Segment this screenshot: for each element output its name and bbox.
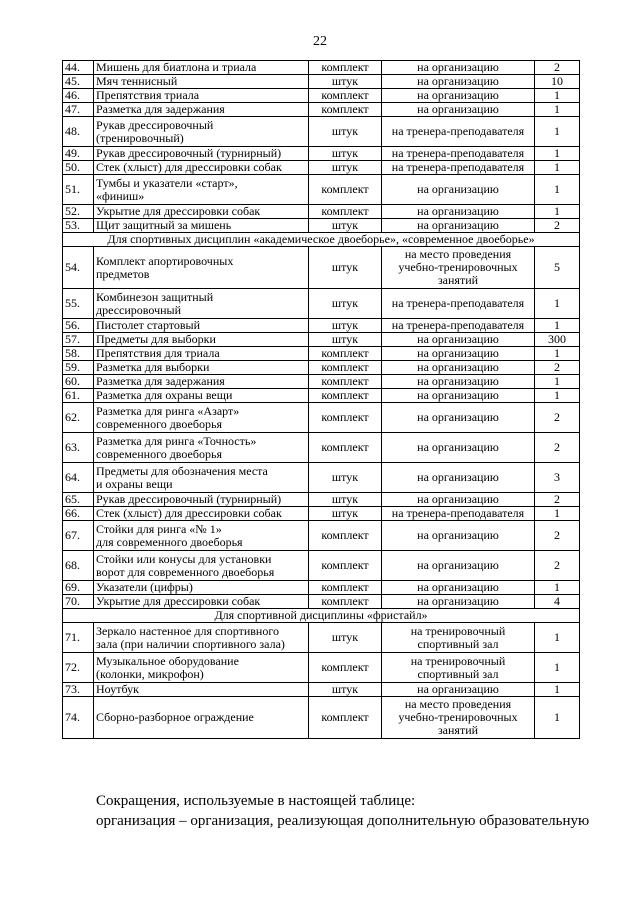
unit-cell: комплект xyxy=(309,581,382,595)
assignment-cell: на организацию xyxy=(382,75,535,89)
unit-cell: штук xyxy=(309,219,382,233)
table-row xyxy=(63,205,580,219)
table-row xyxy=(63,433,580,463)
unit-cell: комплект xyxy=(309,389,382,403)
table-row xyxy=(63,683,580,697)
item-name: Рукав дрессировочный (тренировочный) xyxy=(94,117,309,147)
assignment-cell: на организацию xyxy=(382,333,535,347)
row-number: 49. xyxy=(63,147,94,161)
table-row xyxy=(63,697,580,739)
assignment-cell: на место проведения учебно-тренировочных занятий xyxy=(382,697,535,739)
assignment-cell: на тренера-преподавателя xyxy=(382,147,535,161)
unit-cell: штук xyxy=(309,289,382,319)
row-number: 61. xyxy=(63,389,94,403)
unit-cell: штук xyxy=(309,75,382,89)
row-number: 66. xyxy=(63,507,94,521)
section-row xyxy=(63,233,580,247)
quantity-cell: 1 xyxy=(535,319,580,333)
row-number: 47. xyxy=(63,103,94,117)
unit-cell: штук xyxy=(309,333,382,347)
quantity-cell: 1 xyxy=(535,653,580,683)
assignment-cell: на организацию xyxy=(382,205,535,219)
assignment-cell: на тренера-преподавателя xyxy=(382,161,535,175)
row-number: 69. xyxy=(63,581,94,595)
row-number: 70. xyxy=(63,595,94,609)
item-name: Тумбы и указатели «старт», «финиш» xyxy=(94,175,309,205)
unit-cell: комплект xyxy=(309,551,382,581)
quantity-cell: 1 xyxy=(535,161,580,175)
row-number: 57. xyxy=(63,333,94,347)
row-number: 59. xyxy=(63,361,94,375)
assignment-cell: на организацию xyxy=(382,361,535,375)
equipment-table xyxy=(62,60,580,739)
item-name: Разметка для выборки xyxy=(94,361,309,375)
item-name: Щит защитный за мишень xyxy=(94,219,309,233)
row-number: 67. xyxy=(63,521,94,551)
quantity-cell: 2 xyxy=(535,493,580,507)
table-row xyxy=(63,375,580,389)
item-name: Рукав дрессировочный (турнирный) xyxy=(94,493,309,507)
unit-cell: комплект xyxy=(309,347,382,361)
table-row xyxy=(63,219,580,233)
assignment-cell: на организацию xyxy=(382,347,535,361)
row-number: 55. xyxy=(63,289,94,319)
assignment-cell: на тренировочный спортивный зал xyxy=(382,623,535,653)
item-name: Зеркало настенное для спортивного зала (при наличии спортивного зала) xyxy=(94,623,309,653)
quantity-cell: 5 xyxy=(535,247,580,289)
unit-cell: комплект xyxy=(309,103,382,117)
unit-cell: штук xyxy=(309,147,382,161)
item-name: Стойки или конусы для установки ворот для современного двоеборья xyxy=(94,551,309,581)
quantity-cell: 3 xyxy=(535,463,580,493)
table-row xyxy=(63,347,580,361)
quantity-cell: 2 xyxy=(535,521,580,551)
assignment-cell: на организацию xyxy=(382,595,535,609)
assignment-cell: на организацию xyxy=(382,403,535,433)
unit-cell: штук xyxy=(309,247,382,289)
row-number: 54. xyxy=(63,247,94,289)
row-number: 58. xyxy=(63,347,94,361)
assignment-cell: на организацию xyxy=(382,683,535,697)
item-name: Пистолет стартовый xyxy=(94,319,309,333)
quantity-cell: 1 xyxy=(535,147,580,161)
table-row xyxy=(63,581,580,595)
assignment-cell: на организацию xyxy=(382,103,535,117)
item-name: Указатели (цифры) xyxy=(94,581,309,595)
item-name: Разметка для задержания xyxy=(94,103,309,117)
assignment-cell: на организацию xyxy=(382,175,535,205)
unit-cell: штук xyxy=(309,463,382,493)
item-name: Стек (хлыст) для дрессировки собак xyxy=(94,507,309,521)
table-row xyxy=(63,147,580,161)
row-number: 56. xyxy=(63,319,94,333)
page-number: 22 xyxy=(313,34,327,49)
unit-cell: штук xyxy=(309,493,382,507)
assignment-cell: на организацию xyxy=(382,61,535,75)
table-row xyxy=(63,389,580,403)
unit-cell: комплект xyxy=(309,61,382,75)
row-number: 44. xyxy=(63,61,94,75)
item-name: Предметы для обозначения места и охраны вещи xyxy=(94,463,309,493)
unit-cell: штук xyxy=(309,319,382,333)
quantity-cell: 1 xyxy=(535,289,580,319)
table-row xyxy=(63,103,580,117)
item-name: Разметка для задержания xyxy=(94,375,309,389)
assignment-cell: на организацию xyxy=(382,551,535,581)
unit-cell: комплект xyxy=(309,433,382,463)
section-row xyxy=(63,609,580,623)
quantity-cell: 300 xyxy=(535,333,580,347)
table-row xyxy=(63,361,580,375)
section-title: Для спортивных дисциплин «академическое двоеборье», «современное двоеборье» xyxy=(63,233,580,247)
assignment-cell: на организацию xyxy=(382,433,535,463)
row-number: 65. xyxy=(63,493,94,507)
row-number: 60. xyxy=(63,375,94,389)
item-name: Препятствия триала xyxy=(94,89,309,103)
unit-cell: комплект xyxy=(309,361,382,375)
assignment-cell: на организацию xyxy=(382,375,535,389)
quantity-cell: 1 xyxy=(535,117,580,147)
item-name: Рукав дрессировочный (турнирный) xyxy=(94,147,309,161)
row-number: 45. xyxy=(63,75,94,89)
item-name: Укрытие для дрессировки собак xyxy=(94,595,309,609)
unit-cell: комплект xyxy=(309,403,382,433)
table-row xyxy=(63,521,580,551)
row-number: 51. xyxy=(63,175,94,205)
unit-cell: комплект xyxy=(309,595,382,609)
quantity-cell: 1 xyxy=(535,623,580,653)
quantity-cell: 1 xyxy=(535,205,580,219)
unit-cell: штук xyxy=(309,507,382,521)
quantity-cell: 2 xyxy=(535,433,580,463)
assignment-cell: на организацию xyxy=(382,463,535,493)
quantity-cell: 1 xyxy=(535,89,580,103)
unit-cell: комплект xyxy=(309,175,382,205)
unit-cell: штук xyxy=(309,117,382,147)
unit-cell: штук xyxy=(309,623,382,653)
quantity-cell: 1 xyxy=(535,347,580,361)
quantity-cell: 1 xyxy=(535,375,580,389)
assignment-cell: на организацию xyxy=(382,389,535,403)
quantity-cell: 1 xyxy=(535,389,580,403)
quantity-cell: 1 xyxy=(535,103,580,117)
assignment-cell: на место проведения учебно-тренировочных занятий xyxy=(382,247,535,289)
item-name: Стойки для ринга «№ 1» для современного двоеборья xyxy=(94,521,309,551)
table-row xyxy=(63,161,580,175)
row-number: 50. xyxy=(63,161,94,175)
assignment-cell: на тренера-преподавателя xyxy=(382,289,535,319)
unit-cell: комплект xyxy=(309,697,382,739)
abbreviations-text: организация – организация, реализующая дополнительную образовательную xyxy=(96,813,590,829)
section-title: Для спортивной дисциплины «фристайл» xyxy=(63,609,580,623)
row-number: 63. xyxy=(63,433,94,463)
table-row xyxy=(63,623,580,653)
quantity-cell: 1 xyxy=(535,683,580,697)
assignment-cell: на организацию xyxy=(382,493,535,507)
quantity-cell: 4 xyxy=(535,595,580,609)
table-row xyxy=(63,175,580,205)
item-name: Комплект апортировочных предметов xyxy=(94,247,309,289)
quantity-cell: 1 xyxy=(535,697,580,739)
table-row xyxy=(63,551,580,581)
quantity-cell: 1 xyxy=(535,581,580,595)
quantity-cell: 2 xyxy=(535,551,580,581)
row-number: 64. xyxy=(63,463,94,493)
item-name: Музыкальное оборудование (колонки, микрофон) xyxy=(94,653,309,683)
row-number: 74. xyxy=(63,697,94,739)
item-name: Препятствия для триала xyxy=(94,347,309,361)
table-row xyxy=(63,117,580,147)
table-row xyxy=(63,507,580,521)
row-number: 72. xyxy=(63,653,94,683)
table-row xyxy=(63,595,580,609)
row-number: 73. xyxy=(63,683,94,697)
row-number: 62. xyxy=(63,403,94,433)
assignment-cell: на тренировочный спортивный зал xyxy=(382,653,535,683)
unit-cell: комплект xyxy=(309,205,382,219)
unit-cell: штук xyxy=(309,683,382,697)
row-number: 46. xyxy=(63,89,94,103)
quantity-cell: 10 xyxy=(535,75,580,89)
item-name: Комбинезон защитный дрессировочный xyxy=(94,289,309,319)
quantity-cell: 1 xyxy=(535,175,580,205)
item-name: Ноутбук xyxy=(94,683,309,697)
row-number: 71. xyxy=(63,623,94,653)
table-row xyxy=(63,247,580,289)
unit-cell: комплект xyxy=(309,375,382,389)
item-name: Мяч теннисный xyxy=(94,75,309,89)
table-row xyxy=(63,89,580,103)
assignment-cell: на организацию xyxy=(382,219,535,233)
table-row xyxy=(63,61,580,75)
table-row xyxy=(63,463,580,493)
row-number: 53. xyxy=(63,219,94,233)
table-row xyxy=(63,333,580,347)
row-number: 48. xyxy=(63,117,94,147)
assignment-cell: на организацию xyxy=(382,89,535,103)
item-name: Предметы для выборки xyxy=(94,333,309,347)
quantity-cell: 2 xyxy=(535,61,580,75)
item-name: Разметка для ринга «Азарт» современного двоеборья xyxy=(94,403,309,433)
item-name: Стек (хлыст) для дрессировки собак xyxy=(94,161,309,175)
table-row xyxy=(63,319,580,333)
item-name: Мишень для биатлона и триала xyxy=(94,61,309,75)
unit-cell: комплект xyxy=(309,521,382,551)
unit-cell: комплект xyxy=(309,89,382,103)
unit-cell: комплект xyxy=(309,653,382,683)
item-name: Укрытие для дрессировки собак xyxy=(94,205,309,219)
assignment-cell: на организацию xyxy=(382,581,535,595)
table-row xyxy=(63,653,580,683)
quantity-cell: 2 xyxy=(535,403,580,433)
table-row xyxy=(63,75,580,89)
table-row xyxy=(63,493,580,507)
quantity-cell: 2 xyxy=(535,219,580,233)
table-row xyxy=(63,403,580,433)
item-name: Сборно-разборное ограждение xyxy=(94,697,309,739)
item-name: Разметка для охраны вещи xyxy=(94,389,309,403)
quantity-cell: 1 xyxy=(535,507,580,521)
quantity-cell: 2 xyxy=(535,361,580,375)
assignment-cell: на тренера-преподавателя xyxy=(382,117,535,147)
assignment-cell: на организацию xyxy=(382,521,535,551)
assignment-cell: на тренера-преподавателя xyxy=(382,507,535,521)
table-row xyxy=(63,289,580,319)
item-name: Разметка для ринга «Точность» современного двоеборья xyxy=(94,433,309,463)
row-number: 68. xyxy=(63,551,94,581)
unit-cell: штук xyxy=(309,161,382,175)
row-number: 52. xyxy=(63,205,94,219)
abbreviations-heading: Сокращения, используемые в настоящей таблице: xyxy=(96,793,416,809)
assignment-cell: на тренера-преподавателя xyxy=(382,319,535,333)
